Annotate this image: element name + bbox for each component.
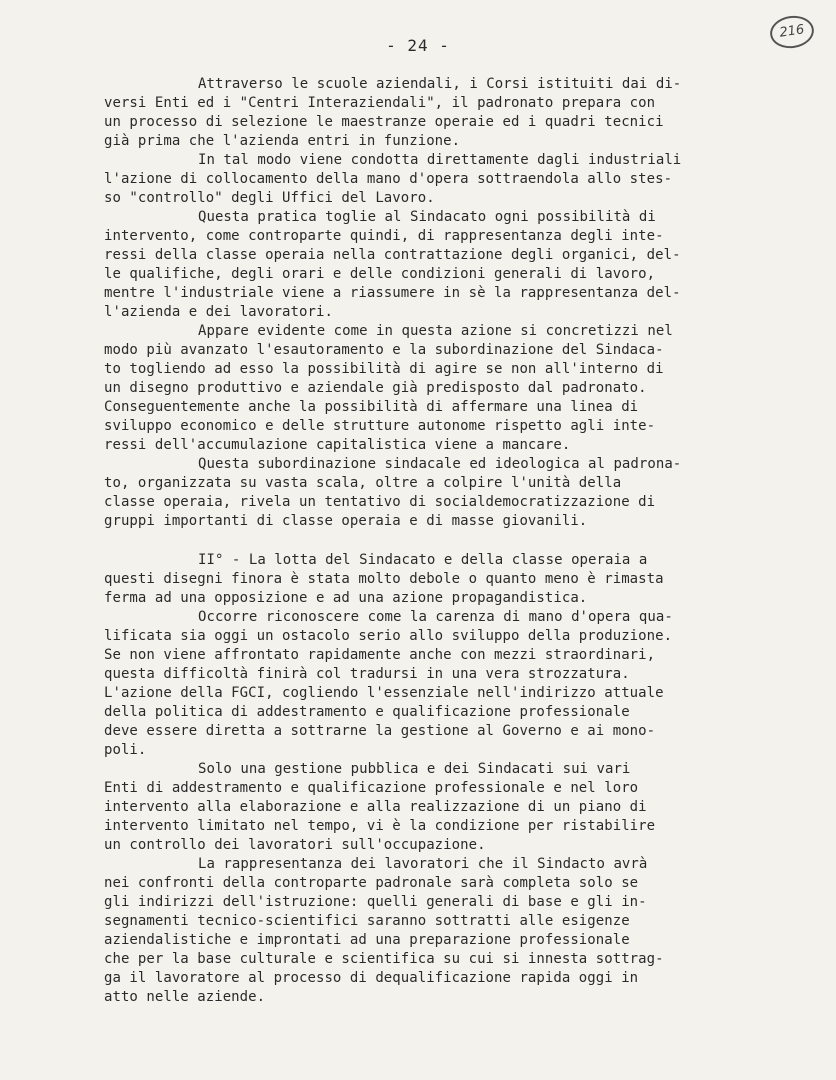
- text-line: L'azione della FGCI, cogliendo l'essenziale nell'indirizzo attuale: [104, 685, 664, 701]
- text-line: ferma ad una opposizione e ad una azione propagandistica.: [104, 590, 588, 606]
- text-line: Conseguentemente anche la possibilità di affermare una linea di: [104, 399, 639, 415]
- page-number: - 24 -: [386, 36, 450, 55]
- text-line: un controllo dei lavoratori sull'occupazione.: [104, 837, 486, 853]
- archive-stamp: 216: [768, 13, 816, 51]
- text-line: sviluppo economico e delle strutture autonome rispetto agli inte-: [104, 418, 656, 434]
- text-line: nei confronti della controparte padronale sarà completa solo se: [104, 875, 639, 891]
- text-line: atto nelle aziende.: [104, 989, 266, 1005]
- text-line: Solo una gestione pubblica e dei Sindacati sui vari: [198, 761, 631, 777]
- text-line: l'azienda e dei lavoratori.: [104, 304, 333, 320]
- text-line: gruppi importanti di classe operaia e di masse giovanili.: [104, 513, 588, 529]
- text-line: Questa pratica toglie al Sindacato ogni possibilità di: [198, 209, 656, 225]
- text-line: Attraverso le scuole aziendali, i Corsi istituiti dai di-: [198, 76, 682, 92]
- text-line: questi disegni finora è stata molto debole o quanto meno è rimasta: [104, 571, 664, 587]
- text-line: Appare evidente come in questa azione si concretizzi nel: [198, 323, 673, 339]
- text-line: intervento, come controparte quindi, di rappresentanza degli inte-: [104, 228, 664, 244]
- text-line: so "controllo" degli Uffici del Lavoro.: [104, 190, 435, 206]
- text-line: segnamenti tecnico-scientifici saranno sottratti alle esigenze: [104, 913, 630, 929]
- text-line: questa difficoltà finirà col tradursi in una vera strozzatura.: [104, 666, 630, 682]
- text-line: In tal modo viene condotta direttamente dagli industriali: [198, 152, 682, 168]
- text-line: modo più avanzato l'esautoramento e la subordinazione del Sindaca-: [104, 342, 664, 358]
- text-line: ga il lavoratore al processo di dequalificazione rapida oggi in: [104, 970, 639, 986]
- text-line: intervento alla elaborazione e alla realizzazione di un piano di: [104, 799, 647, 815]
- text-line: intervento limitato nel tempo, vi è la condizione per ristabilire: [104, 818, 656, 834]
- text-line: deve essere diretta a sottrarne la gestione al Governo e ai mono-: [104, 723, 656, 739]
- text-line: ressi della classe operaia nella contrattazione degli organici, del-: [104, 247, 681, 263]
- text-line: Enti di addestramento e qualificazione professionale e nel loro: [104, 780, 639, 796]
- text-line: ressi dell'accumulazione capitalistica viene a mancare.: [104, 437, 571, 453]
- text-line: Questa subordinazione sindacale ed ideologica al padrona-: [198, 456, 682, 472]
- text-line: La rappresentanza dei lavoratori che il Sindacto avrà: [198, 856, 648, 872]
- text-line: l'azione di collocamento della mano d'opera sottraendola allo stes-: [104, 171, 673, 187]
- text-line: gli indirizzi dell'istruzione: quelli generali di base e gli in-: [104, 894, 647, 910]
- text-line: già prima che l'azienda entri in funzione.: [104, 133, 461, 149]
- text-line: versi Enti ed i "Centri Interaziendali", il padronato prepara con: [104, 95, 656, 111]
- text-line: le qualifiche, degli orari e delle condizioni generali di lavoro,: [104, 266, 656, 282]
- text-line: poli.: [104, 742, 147, 758]
- section-heading-line: II° - La lotta del Sindacato e della classe operaia a: [198, 552, 648, 568]
- text-line: un processo di selezione le maestranze operaie ed i quadri tecnici: [104, 114, 664, 130]
- text-line: che per la base culturale e scientifica su cui si innesta sottrag-: [104, 951, 664, 967]
- text-line: della politica di addestramento e qualificazione professionale: [104, 704, 630, 720]
- text-line: un disegno produttivo e aziendale già predisposto dal padronato.: [104, 380, 647, 396]
- text-line: Occorre riconoscere come la carenza di mano d'opera qua-: [198, 609, 673, 625]
- text-line: to, organizzata su vasta scala, oltre a colpire l'unità della: [104, 475, 622, 491]
- text-line: aziendalistiche e improntati ad una preparazione professionale: [104, 932, 630, 948]
- text-line: mentre l'industriale viene a riassumere in sè la rappresentanza del-: [104, 285, 681, 301]
- text-line: lificata sia oggi un ostacolo serio allo sviluppo della produzione.: [104, 628, 673, 644]
- text-line: to togliendo ad esso la possibilità di agire se non all'interno di: [104, 361, 664, 377]
- text-line: Se non viene affrontato rapidamente anche con mezzi straordinari,: [104, 647, 656, 663]
- text-line: classe operaia, rivela un tentativo di socialdemocratizzazione di: [104, 494, 656, 510]
